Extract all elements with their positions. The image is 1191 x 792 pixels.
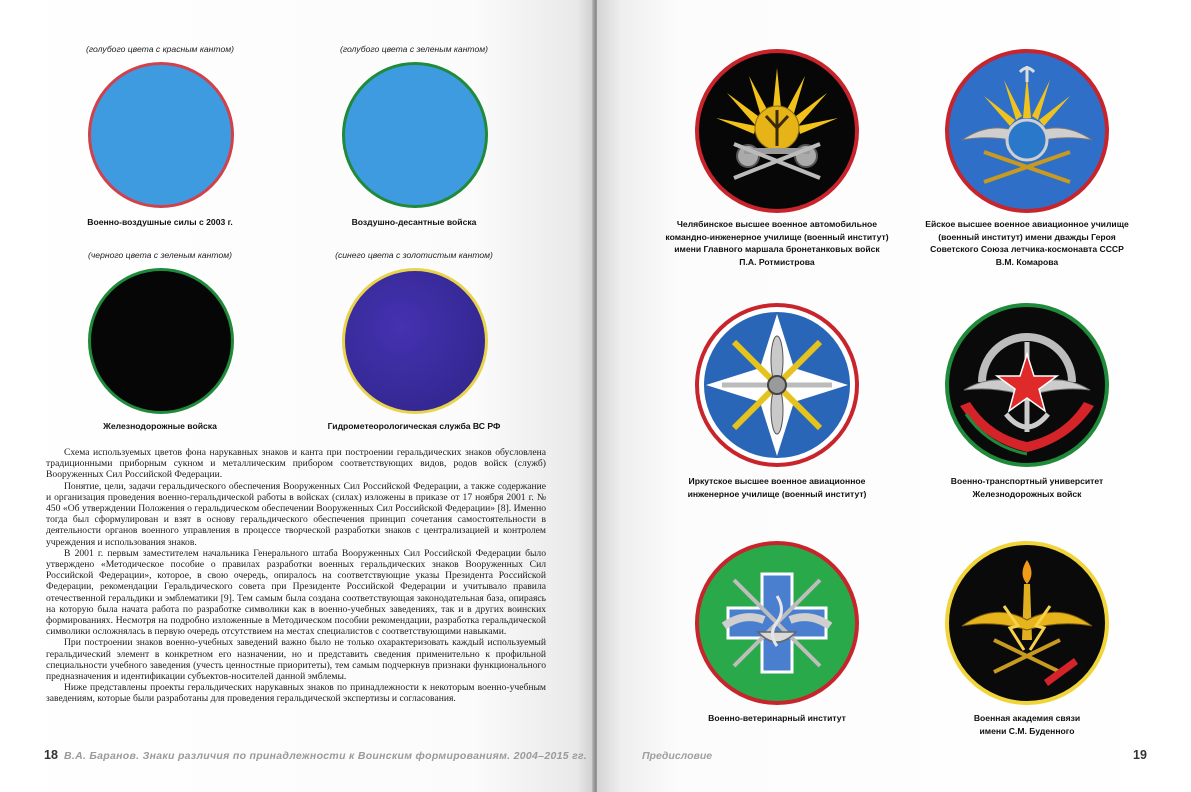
body-text — [46, 447, 546, 705]
swatch-caption: (синего цвета с золотистым кантом) — [335, 250, 493, 260]
emblem-caption-line: Военно-транспортный университет — [950, 476, 1104, 486]
emblem-caption-line: Челябинское высшее военное автомобильное — [676, 219, 878, 229]
section-title: Предисловие — [642, 750, 713, 762]
emblem-caption-line: имени С.М. Буденного — [979, 725, 1075, 736]
emblem-caption-line: Иркутское высшее военное авиационное — [688, 476, 866, 486]
emblem-caption-line: Ейское высшее военное авиационное училище — [925, 219, 1129, 229]
emblem-caption — [647, 218, 907, 268]
emblem-caption-line: командно-инженерное училище (военный институт) — [665, 231, 889, 242]
emblem-caption-line: Железнодорожных войск — [972, 488, 1082, 499]
swatch-label: Воздушно-десантные войска — [351, 217, 477, 227]
page-number: 19 — [1133, 748, 1147, 762]
emblem-caption-line: Военная академия связи — [973, 713, 1081, 723]
swatch-caption: (голубого цвета с зеленым кантом) — [339, 44, 489, 54]
swatch-label: Железнодорожные войска — [103, 421, 217, 431]
color-swatch-airborne — [342, 62, 488, 208]
emblem-caption — [897, 712, 1157, 737]
swatch-label: Гидрометеорологическая служба ВС РФ — [327, 421, 501, 431]
swatch-caption: (голубого цвета с красным кантом) — [86, 44, 234, 54]
emblem-caption-line: (военный институт) имени дважды Героя — [938, 231, 1116, 242]
propeller-cross-emblem-icon — [694, 302, 860, 468]
swatch-label: Военно-воздушные силы с 2003 г. — [87, 217, 233, 227]
emblem-caption-line: инженерное училище (военный институт) — [687, 488, 867, 499]
winged-globe-anchor-emblem-icon — [944, 48, 1110, 214]
color-swatch-railway — [88, 268, 234, 414]
page-number: 18 — [44, 748, 58, 762]
color-swatch-air-force — [88, 62, 234, 208]
paragraph: Схема используемых цветов фона нарукавных знаков и канта при построении геральдических знаков обусловлена традиционными приборным сукном и металлическим прибором соответствующих видов, родов войск (служб) Вооруженных Сил Российской Федерации. — [46, 447, 546, 481]
emblem-caption — [647, 475, 907, 500]
emblem-caption-line: Советского Союза летчика-космонавта СССР — [930, 244, 1124, 255]
emblem-caption — [897, 218, 1157, 268]
paragraph: Ниже представлены проекты геральдических нарукавных знаков по принадлежности к некоторым военно-учебным заведениям, которые были разработаны для проведения геральдической экспертизы и согласования. — [46, 682, 546, 705]
paragraph: При построении знаков военно-учебных заведений важно было не только охарактеризовать каждый используемый геральдический элемент в конкретном его назначении, но и представить сведения применительно к профильной специальности учебного заведения (учесть ценностные приоритеты), тем самым подчеркнув признаки функционального предназначения и идентификации субъектов-носителей данной эмблемы. — [46, 637, 546, 683]
emblem-caption-line: В.М. Комарова — [995, 256, 1059, 267]
emblem-caption-line: П.А. Ротмистрова — [739, 256, 815, 267]
emblem-caption-line: имени Главного маршала бронетанковых войск — [674, 244, 880, 255]
right-page — [597, 0, 1191, 792]
emblem-caption-line: Военно-ветеринарный институт — [708, 713, 846, 723]
blue-cross-bowl-emblem-icon — [694, 540, 860, 706]
paragraph: В 2001 г. первым заместителем начальника Генерального штаба Вооруженных Сил Российской Федерации было утверждено «Методическое пособие о правилах разработки военных геральдических знаков Вооруженных Сил Российской Федерации», которое, в свою очередь, опиралось на соответствующие указы Президента Российской Федерации, рекомендации Геральдического совета при Президенте Российской Федерации и учитывало правила отечественной геральдики и эмблематики [9]. Тем самым была создана соответствующая законодательная база, опираясь на которую была начата работа по разработке символики как в военно-учебных заведениях, так и в других воинских формированиях. Несмотря на подробно изложенные в Методическом пособии рекомендации, разработка геральдической символики осложнялась в первую очередь отсутствием на местах специалистов с соответствующими навыками. — [46, 547, 546, 638]
emblem-caption — [647, 712, 907, 725]
left-page — [0, 0, 594, 792]
running-title: В.А. Баранов. Знаки различия по принадлежности к Воинским формированиям. 2004–2015 гг. — [64, 750, 587, 762]
color-swatch-hydromet — [342, 268, 488, 414]
golden-sun-wheel-emblem-icon — [694, 48, 860, 214]
paragraph: Понятие, цели, задачи геральдического обеспечения Вооруженных Сил Российской Федерации, а также содержание и организация проведения военно-геральдической работы в войсках (силах) изложены в приказе от 17 ноября 2001 г. № 450 «Об утверждении Положения о геральдическом обеспечении Вооруженных Сил Российской Федерации» [8]. Именно тогда был сформулирован и взят в основу геральдического обеспечения принцип сочетания самостоятельности в деятельности органов военного управления в процессе творческой разработки знаков с централизацией и контролем учреждения и использования знаков. — [46, 480, 546, 548]
red-star-anchor-emblem-icon — [944, 302, 1110, 468]
swatch-caption: (черного цвета с зеленым кантом) — [87, 250, 232, 260]
emblem-caption — [897, 475, 1157, 500]
winged-lightning-torch-emblem-icon — [944, 540, 1110, 706]
